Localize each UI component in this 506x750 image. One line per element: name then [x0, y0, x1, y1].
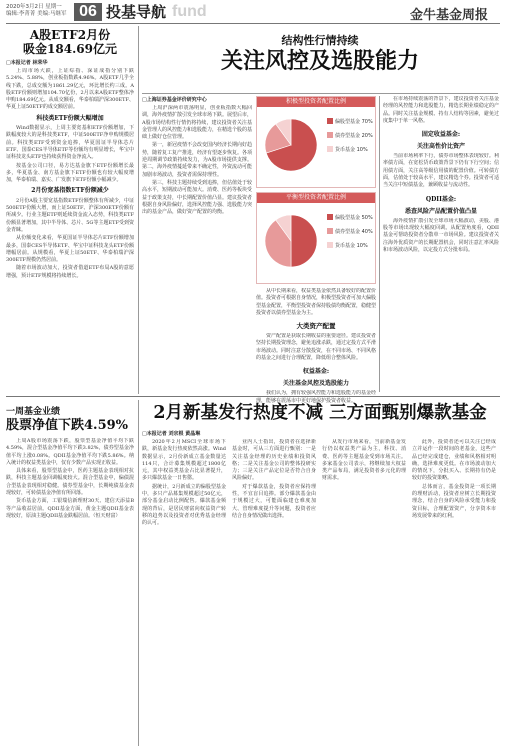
- article-body: [256, 333, 376, 363]
- paragraph: 业内人士指出，投资者在选择新基金时，可从三方面进行甄别：一是关注基金经理的历史业绩和投资风格；二是关注基金公司的整体投研实力；三是关注产品定位是否符合自身风险偏好。: [232, 439, 316, 482]
- right-column: [383, 96, 499, 392]
- section-rule: [6, 396, 500, 397]
- legend-label: 债券型基金 40%: [335, 229, 373, 235]
- editor-line: 编辑:李菁菁 美编:马继军: [6, 11, 67, 17]
- subheading: 2月份宽基指数ETF份额减少: [31, 187, 109, 195]
- article-title: 2月新基发行热度不减 三方面甄别爆款基金: [153, 403, 487, 423]
- paragraph: 从中长期来看，权益类基金依然具备较好的配置价值。投资者可根据自身情况，积极型投资者可加大偏股型基金配置，平衡型投资者保持股债均衡配置，稳健型投资者以债券型基金为主。: [256, 288, 376, 316]
- center-title-block: [142, 28, 498, 90]
- chart-balanced: [256, 192, 376, 284]
- article-title-line1: A股ETF2月份: [29, 28, 111, 42]
- paragraph: 上周A股市场震荡下跌，股票型基金净值平均下跌4.59%，混合型基金净值平均下跌3.82%，债券型基金净值平均上涨0.08%。QDII基金净值平均下跌5.86%。纳入统计的权益类基金中，仅有少数产品实现正收益。: [6, 438, 134, 466]
- header-rule: [6, 23, 500, 24]
- bottom-columns: [142, 439, 498, 739]
- paragraph: 2020年2月MSCI全球市场下跌，新基金发行热度依然高涨。Wind数据显示，2月份新成立基金数量达114只，合计募集规模超过1800亿元，其中权益类基金占比显著提升，多只爆款基金一日售罄。: [142, 439, 226, 482]
- section-title: 投基导航: [106, 3, 167, 21]
- article-body: [256, 288, 376, 318]
- subheading: 权益基金:: [302, 368, 330, 376]
- center-title: 关注风控及选股能力: [220, 48, 419, 74]
- column-divider: [379, 96, 380, 392]
- bottom-title-block: [142, 402, 498, 426]
- page-number: 06: [74, 3, 102, 21]
- paragraph: 第一，新冠疫情不会改变国内经济长期向好趋势，随着复工复产推进，经济有望逐步恢复。各项逆周期调节政策持续发力，为A股市场提供支撑。第二，海外疫情蔓延带来不确定性，外资流动可能加剧市场波动，投资者需保持理性。: [142, 142, 252, 178]
- paragraph: 当前市场利率下行，债券市场整体表现较好。利率债方面，在宽松货币政策背景下仍有下行空间；信用债方面，关注高等级信用债的配置价值。可转债方面，估值处于较高水平，建议精选个券。投资者可适当关注中短债基金，兼顾收益与流动性。: [383, 153, 499, 189]
- legend-swatch: [327, 132, 333, 138]
- article-body: [383, 218, 499, 255]
- subheading: 关注高性价比资产: [416, 143, 465, 151]
- center-column-1: [142, 96, 252, 392]
- paragraph: Wind数据显示，上周主要宽基和ETF份额增加，下跌幅度较大的是科技类ETF，中证500ETF净申购规模居前。科技类ETF受到资金追捧，华夏国证半导体芯片ETF、国泰CES半导体ETF等份额均有明显增长，华宝中证科技龙头ETF也持续获得资金净流入。: [6, 125, 134, 161]
- pie-chart-balanced: [257, 203, 375, 281]
- legend-label: 债券型基金 20%: [335, 133, 373, 139]
- paragraph: 此外，投资者还可以关注已经成立并运作一段时间的老基金，这些产品已经完成建仓，业绩和风格相对明确，选择难度更低。在市场波动加大的情况下，分批买入、长期持有仍是较好的投资策略。: [412, 439, 496, 482]
- bottom-article-body: [142, 430, 498, 746]
- paragraph: 第三，科技主题持续受到追捧，但估值处于较高水平，短期波动可能加大。消费、医药等板块受益于政策支持，中长期配置价值凸显。建议投资者根据自身风险偏好，选择风控能力强、选股能力突出的基金产品，做好资产配置的均衡。: [142, 179, 252, 216]
- title-rule: [142, 93, 498, 94]
- bottom-column-3: [322, 439, 406, 739]
- byline: □本报记者 林荣华: [6, 60, 48, 66]
- pie-slice: [291, 215, 317, 267]
- kicker: 一周基金业绩: [6, 407, 61, 417]
- paragraph: 货币基金方面，工银瑞信新理财30天、建信天添益B等产品收益居前。QDII基金方面，黄金主题QDII基金表现较好，原油主题QDII基金跌幅居前。（恒天财富）: [6, 498, 134, 519]
- subheading: 悉查风险产品配置价值凸显: [404, 207, 477, 215]
- legend-label: 偏股型基金 50%: [335, 215, 373, 221]
- date-editor-block: [6, 4, 66, 18]
- column-divider: [138, 26, 139, 394]
- paragraph: 从发行市场来看，当前新基金发行仍以权益类产品为主，科技、消费、医药等主题基金受到市场关注。多家基金公司表示，将继续加大权益类产品布局，满足投资者多元化的理财需求。: [322, 439, 406, 482]
- subheading: QDII基金:: [425, 195, 457, 203]
- paragraph: 在市场持续震荡的背景下，建议投资者关注基金经理的风控能力和选股能力，精选长期业绩稳定的产品。同时关注基金规模、持有人结构等因素，避免过度集中于单一风格。: [383, 96, 499, 124]
- subheading: 固定收益基金:: [421, 131, 461, 139]
- left-article: [6, 28, 134, 388]
- article-body: [383, 153, 499, 190]
- legend-label: 货币基金 10%: [335, 243, 368, 249]
- left-bottom-article: [6, 400, 134, 746]
- subheading: 关注基金风控及选股能力: [282, 380, 349, 388]
- legend-swatch: [327, 228, 333, 234]
- paragraph: 随着市场波动加大，投资者借道ETF布局A股的意愿增强，预计ETF规模将持续增长。: [6, 265, 134, 279]
- article-title-line2: 吸金184.69亿元: [23, 42, 117, 56]
- chart-aggressive: [256, 96, 376, 188]
- bottom-column-2: [232, 439, 316, 739]
- chart-title: 平衡型投资者配置比例: [257, 193, 375, 203]
- subheading: 科技类ETF份额大幅增加: [36, 114, 104, 122]
- paragraph: 据统计，2月新成立的偏股型基金中，多只产品募集规模超过50亿元，部分基金启动比例配售。爆款基金频现的背后，是居民财富向权益资产转移的趋势以及投资者对优秀基金经理的认可。: [142, 483, 226, 527]
- date-line: 2020年3月2日 星期一: [6, 4, 62, 10]
- pie-chart-aggressive: [257, 107, 375, 185]
- legend-swatch: [327, 146, 333, 152]
- paragraph: 总体而言，基金投资是一项长期的理财活动，投资者应树立长期投资理念，结合自身的风险承受能力和投资目标，合理配置资产，分享资本市场发展带来的红利。: [412, 483, 496, 519]
- paragraph: 具体来看，股票型基金中，医药主题基金表现相对抗跌，科技主题基金回调幅度较大。混合型基金中，偏债混合型基金表现相对稳健。债券型基金中，长期纯债基金表现较好，可转债基金净值有所回落。: [6, 468, 134, 497]
- paragraph: 上周沪深两市震荡明显，创业板指数大幅回调，海外疫情扩散引发全球市场下跌。展望后市，A股市场结构性行情仍将持续，建议投资者关注基金管理人的风控能力和选股能力，在精选个股的基础上做好仓位管理。: [142, 105, 252, 141]
- legend-label: 货币基金 10%: [335, 147, 368, 153]
- paragraph: 我们认为，拥有较强风控能力和选股能力的基金经理，能够在震荡市中更好地保护投资者收益。: [256, 390, 376, 404]
- subheading: 大类资产配置: [296, 322, 336, 331]
- masthead-logo: 金牛基金周报: [410, 8, 489, 23]
- legend-label: 偏股型基金 70%: [335, 119, 373, 125]
- paragraph: 按基金公司口径，易方达基金旗下ETF份额增长最多，华夏基金、南方基金旗下ETF份额也有较大幅度增加，华泰柏瑞、嘉实、广发旗下ETF份额小幅减少。: [6, 162, 134, 184]
- paragraph: 海外疫情扩散引发全球市场大幅波动，美股、港股等市场出现较大幅度回调。从配置角度看，QDII基金可帮助投资者分散单一市场风险。建议投资者关注海外优质资产的长期配置机会，同时注意汇率风险和市场波动风险，以定投方式分批布局。: [383, 217, 499, 253]
- paragraph: 资产配置是获取长期收益的重要途径。建议投资者坚持长期投资理念，避免追涨杀跌，通过定投方式平滑市场波动。同时注意分散投资，在不同市场、不同风格的基金之间进行合理配置，降低组合整体风险。: [256, 333, 376, 362]
- article-body: [142, 105, 252, 217]
- article-body: [6, 68, 134, 281]
- legend-swatch: [327, 118, 333, 124]
- paragraph: 2月份A股主要宽基指数ETF份额整体有所减少，中证500ETF份额大增，而上证50ETF、沪深300ETF份额有所减少。行业主题ETF则延续资金流入态势，科技类ETF份额显著增加，其中半导体、芯片、5G等主题ETF受到资金青睐。: [6, 197, 134, 233]
- bottom-column-4: [412, 439, 496, 739]
- paragraph: 对于爆款基金，投资者应保持理性，不宜盲目追捧。部分爆款基金由于规模过大，可能面临建仓难度加大、管理难度提升等问题，投资者应结合自身情况做出选择。: [232, 483, 316, 519]
- article-body: [6, 438, 134, 521]
- column-divider: [138, 400, 139, 746]
- bottom-column-1: [142, 439, 226, 739]
- legend-swatch: [327, 214, 333, 220]
- paragraph: 上周市场大跌，上证综指、深证成指分别下跌5.24%、5.88%，创业板指数跌4.96%。A股ETF几乎全线下跌，总成交额为1861.29亿元，环比增长约三成。A股ETF份额则增加104.70亿份，2月以来A股ETF整体净申购184.69亿元。从成交额看，华泰柏瑞沪深300ETF、华夏上证50ETF的成交额居前。: [6, 68, 134, 111]
- byline: □上海证券基金评价研究中心: [142, 97, 207, 103]
- article-title: 股票净值下跌4.59%: [6, 418, 129, 433]
- paragraph: 从份额变化来看，华夏国证半导体芯片ETF份额增加最多，国泰CES半导体ETF、华宝中证科技龙头ETF份额增幅居前。从规模看，华夏上证50ETF、华泰柏瑞沪深300ETF规模仍然居前。: [6, 235, 134, 264]
- center-kicker: 结构性行情持续: [281, 34, 359, 47]
- chart-title: 积极型投资者配置比例: [257, 97, 375, 107]
- center-column-2: [256, 288, 376, 404]
- article-body: [383, 96, 499, 126]
- legend-swatch: [327, 242, 333, 248]
- byline: □本报记者 刘宗根 黄晶琳: [142, 431, 201, 437]
- section-title-en: fund: [172, 3, 207, 20]
- charts-block: [256, 96, 376, 284]
- page-header: [0, 0, 506, 22]
